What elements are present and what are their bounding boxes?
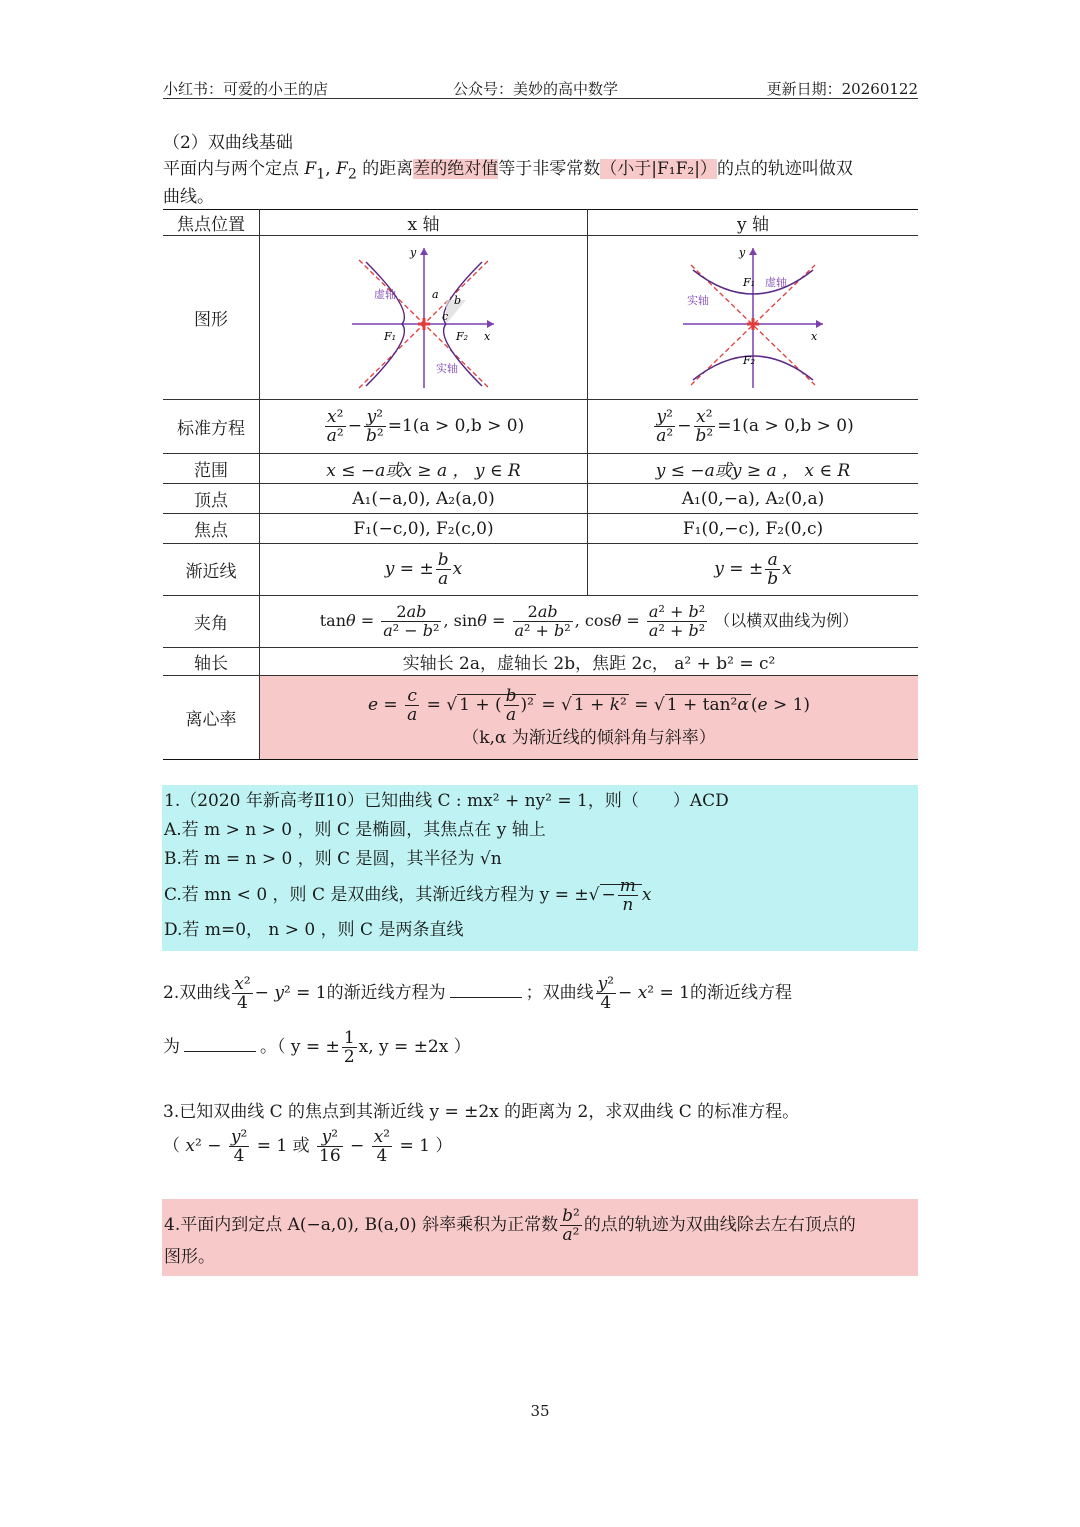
std-eq-y: $\frac{\text{y²}}{\text{a²}}$ − $\frac{\text{x²}}{\text{b²}}$ =1(a > 0,b > 0) bbox=[588, 400, 919, 454]
q1-stem: 1.（2020 年新高考Ⅱ10）已知曲线 C : mx² + ny² = 1，则（ ）ACD bbox=[164, 791, 729, 811]
hyperbola-table bbox=[163, 209, 918, 760]
question-2-line-2: 为 。（ y = ± $\frac{1}{2}$ x, y = ±2x ） bbox=[163, 1028, 471, 1067]
axis-length: 实轴长 2a，虚轴长 2b，焦距 2c， a² + b² = c² bbox=[260, 648, 919, 676]
svg-text:x: x bbox=[811, 330, 818, 343]
highlight-abs-diff: 差的绝对值 bbox=[413, 159, 499, 179]
svg-text:y: y bbox=[739, 246, 746, 259]
row-label-graph: 图形 bbox=[163, 236, 260, 400]
svg-text:b: b bbox=[453, 294, 461, 307]
svg-text:c: c bbox=[441, 310, 448, 323]
graph-x-hyperbola bbox=[260, 236, 588, 400]
range-y: y ≤ −a或y ≥ a ， x ∈ R bbox=[588, 454, 919, 484]
x-hyperbola-figure bbox=[344, 240, 504, 390]
header-x-axis: x 轴 bbox=[260, 210, 588, 236]
std-eq-x: $\frac{\text{x²}}{\text{a²}}$ − $\frac{\text{y²}}{\text{b²}}$ =1(a > 0,b > 0) bbox=[260, 400, 588, 454]
ecc-note: （k,α 为渐近线的倾斜角与斜率） bbox=[462, 727, 716, 748]
header-y-axis: y 轴 bbox=[588, 210, 919, 236]
section-title: （2）双曲线基础 bbox=[163, 133, 293, 153]
label-imag-axis: 虚轴 bbox=[373, 288, 396, 301]
question-3: 3.已知双曲线 C 的焦点到其渐近线 y = ±2x 的距离为 2，求双曲线 C 的标准方程。 bbox=[163, 1102, 800, 1122]
angle-formula: tanθ = $\frac{2ab}{\text{a² − b²}}$ , sinθ = $\frac{2ab}{\text{a² + b²}}$ , cosθ = $\frac{\text{a² + b²}}{\text{a² + b²}}$ （以横双曲线为例） bbox=[260, 596, 919, 648]
svg-text:实轴: 实轴 bbox=[687, 294, 709, 307]
focus-y: F₁(0,−c), F₂(0,c) bbox=[588, 514, 919, 544]
svg-text:F₂: F₂ bbox=[455, 330, 468, 343]
ecc-formula: e = $\frac{c}{a}$ = √ 1 + ( $\frac{b}{a}$ )² = √ 1 + k² = √ 1 + tan²α (e > 1) （k,α 为渐近线的倾斜角与斜率） bbox=[260, 676, 919, 760]
page-header bbox=[163, 76, 918, 99]
graph-y-hyperbola bbox=[588, 236, 919, 400]
asym-x: y = ± $\frac{b}{a}$ x bbox=[260, 544, 588, 596]
q2-blank-2[interactable] bbox=[184, 1050, 256, 1052]
row-label-focus: 焦点 bbox=[163, 514, 260, 544]
row-label-std: 标准方程 bbox=[163, 400, 260, 454]
row-label-asym: 渐近线 bbox=[163, 544, 260, 596]
svg-text:y: y bbox=[409, 246, 416, 259]
svg-text:虚轴: 虚轴 bbox=[765, 276, 787, 289]
header-center: 公众号：美妙的高中数学 bbox=[453, 80, 619, 98]
asym-y: y = ± $\frac{a}{b}$ x bbox=[588, 544, 919, 596]
vertex-y: A₁(0,−a), A₂(0,a) bbox=[588, 484, 919, 514]
svg-text:F₂: F₂ bbox=[743, 354, 756, 367]
question-1 bbox=[162, 785, 918, 951]
vertex-x: A₁(−a,0), A₂(a,0) bbox=[260, 484, 588, 514]
row-label-vertex: 顶点 bbox=[163, 484, 260, 514]
row-label-angle: 夹角 bbox=[163, 596, 260, 648]
q1-option-a: A.若 m > n > 0 ，则 C 是椭圆，其焦点在 y 轴上 bbox=[164, 820, 546, 840]
svg-text:F₁: F₁ bbox=[383, 330, 396, 343]
question-3-answer: （ x² − $\frac{\text{y²}}{4}$ = 1 或 $\frac{\text{y²}}{16}$ − $\frac{\text{x²}}{4}$ = 1 ） bbox=[163, 1127, 453, 1166]
definition-line-1: 平面内与两个定点 $F_1$, $F_2$ 的距离差的绝对值等于非零常数（小于|F₁F₂|）的点的轨迹叫做双 bbox=[163, 159, 853, 183]
range-x: x ≤ −a或x ≥ a ， y ∈ R bbox=[260, 454, 588, 484]
label-real-axis: 实轴 bbox=[435, 362, 458, 375]
header-right: 更新日期：20260122 bbox=[766, 80, 918, 98]
focus-x: F₁(−c,0), F₂(c,0) bbox=[260, 514, 588, 544]
question-2-line-1: 2.双曲线 $\frac{\text{x²}}{4}$ − y² = 1的渐近线方程为 ；双曲线 $\frac{\text{y²}}{4}$ − x² = 1的渐近线方程 bbox=[163, 974, 792, 1013]
q1-option-c: C.若 mn < 0 ，则 C 是双曲线，其渐近线方程为 y = ±√ − $\frac{m}{n}$ x bbox=[164, 876, 652, 915]
y-hyperbola-figure bbox=[673, 240, 833, 390]
row-label-axis: 轴长 bbox=[163, 648, 260, 676]
header-left: 小红书：可爱的小王的店 bbox=[163, 80, 329, 98]
row-label-range: 范围 bbox=[163, 454, 260, 484]
q1-option-d: D.若 m=0， n > 0 ，则 C 是两条直线 bbox=[164, 920, 464, 940]
svg-text:x: x bbox=[483, 330, 490, 343]
q2-blank-1[interactable] bbox=[450, 996, 522, 998]
page-number: 35 bbox=[530, 1402, 550, 1420]
svg-text:a: a bbox=[431, 288, 439, 301]
definition-line-2: 曲线。 bbox=[163, 187, 214, 207]
header-focus-position: 焦点位置 bbox=[163, 210, 260, 236]
question-4: 4.平面内到定点 A(−a,0), B(a,0) 斜率乘积为正常数 $\frac{\text{b²}}{\text{a²}}$ 的点的轨迹为双曲线除去左右顶点的 图形。 bbox=[162, 1199, 918, 1276]
q1-option-b: B.若 m = n > 0 ，则 C 是圆，其半径为 √n bbox=[164, 849, 502, 869]
svg-text:F₁: F₁ bbox=[743, 276, 756, 289]
highlight-less-than: （小于|F₁F₂|） bbox=[600, 159, 717, 179]
row-label-ecc: 离心率 bbox=[163, 676, 260, 760]
